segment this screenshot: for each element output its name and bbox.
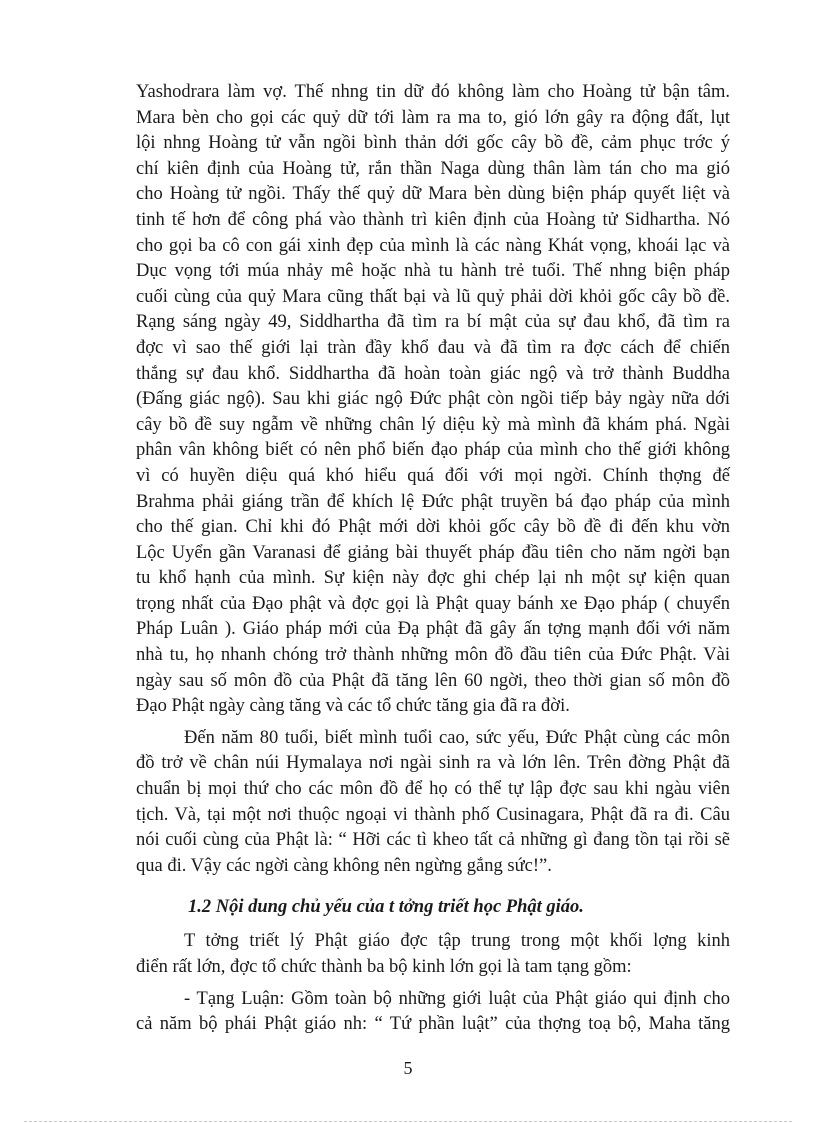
text-line: Yashodrara làm vợ. Thế nhng tin dữ đó không làm cho Hoàng tử bận tâm. — [136, 82, 730, 102]
text-line: cả năm bộ phái Phật giáo nh: “ Tứ phần luật” của thợng toạ bộ, Maha tăng — [136, 1014, 730, 1035]
paragraph-2 — [136, 726, 730, 880]
text-line: cho Hoàng tử ngồi. Thấy thế quỷ dữ Mara bèn dùng biện pháp quyết liệt và — [136, 184, 730, 205]
text-line: phân vân không biết có nên phổ biến đạo pháp của mình cho thế giới không — [136, 440, 730, 461]
page-number: 5 — [403, 1058, 413, 1078]
body-text — [136, 80, 730, 1038]
text-line: tu khổ hạnh của mình. Sự kiện này đợc ghi chép lại nh một sự kiện quan — [136, 568, 730, 589]
text-line: thắng sự đau khổ. Siddhartha đã hoàn toàn giác ngộ và trở thành Buddha — [136, 363, 730, 384]
text-line: tinh tế hơn để công phá vào thành trì kiên định của Hoàng tử Sidhartha. Nó — [136, 209, 730, 230]
text-line: đợc vì sao thế giới lại tràn đầy khổ đau và đã tìm ra đợc cách để chiến — [136, 337, 730, 358]
text-line: T tởng triết lý Phật giáo đợc tập trung trong một khối lợng kinh — [184, 931, 730, 952]
text-line: Đạo Phật ngày càng tăng và các tổ chức tăng gia đã ra đời. — [136, 696, 570, 717]
text-line: Lộc Uyển gần Varanasi để giảng bài thuyết pháp đầu tiên cho năm ngời bạn — [136, 542, 730, 563]
section-heading: 1.2 Nội dung chủ yếu của t tởng triết học Phật giáo. — [188, 897, 584, 918]
text-line: cây bồ đề suy ngẫm về những chân lý diệu kỳ mà mình đã khám phá. Ngài — [136, 414, 730, 435]
page-bottom-divider — [24, 1121, 792, 1122]
text-line: ngày sau số môn đồ của Phật đã tăng lên 60 ngời, theo thời gian số môn đồ — [136, 670, 730, 691]
text-line: nhà tu, họ nhanh chóng trở thành những môn đồ đầu tiên của Đức Phật. Vài — [136, 645, 730, 666]
text-line: Brahma phải giáng trần để khích lệ Đức phật truyền bá đạo pháp của mình — [136, 491, 730, 512]
text-line: lội nhng Hoàng tử vẫn ngồi bình thản dới gốc cây bồ đề, cảm phục trớc ý — [136, 133, 730, 154]
text-line: nói cuối cùng của Phật là: “ Hỡi các tì kheo tất cả những gì đang tồn tại rồi sẽ — [136, 830, 730, 851]
text-line: đồ trở về chân núi Hymalaya nơi ngài sinh ra và lớn lên. Trên đờng Phật đã — [136, 753, 730, 774]
text-line: Dục vọng tới múa nhảy mê hoặc nhà tu hành trẻ tuổi. Thế nhng biện pháp — [136, 261, 730, 282]
paragraph-3 — [136, 929, 730, 980]
text-line: chí kiên định của Hoàng tử, rắn thần Naga dùng thân làm tán cho ma gió — [136, 158, 730, 179]
text-line: cho thế gian. Chỉ khi đó Phật mới dời khỏi gốc cây bồ đề đi đến khu vờn — [136, 517, 730, 538]
text-line: - Tạng Luận: Gồm toàn bộ những giới luật của Phật giáo qui định cho — [184, 988, 730, 1009]
text-line: Pháp Luân ). Giáo pháp mới của Đạ phật đã gây ấn tợng mạnh đối với năm — [136, 619, 730, 640]
text-line: Mara bèn cho gọi các quỷ dữ tới làm ra ma to, gió lớn gây ra động đất, lụt — [136, 107, 730, 128]
text-line: cho gọi ba cô con gái xinh đẹp của mình là các nàng Khát vọng, khoái lạc và — [136, 235, 730, 256]
text-line: Đến năm 80 tuổi, biết mình tuổi cao, sức yếu, Đức Phật cùng các môn — [184, 727, 730, 748]
text-line: tịch. Và, tại một nơi thuộc ngoại vi thành phố Cusinagara, Phật đã ra đi. Câu — [136, 804, 730, 825]
text-line: (Đấng giác ngộ). Sau khi giác ngộ Đức phật còn ngồi tiếp bảy ngày nữa dới — [136, 389, 730, 410]
text-line: Rạng sáng ngày 49, Siddhartha đã tìm ra bí mật của sự đau khổ, đã tìm ra — [136, 312, 730, 333]
text-line: chuẩn bị mọi thứ cho các môn đồ để họ có thể tự lập đợc sau khi ngàu viên — [136, 779, 730, 800]
text-line: điển rất lớn, đợc tổ chức thành ba bộ kinh lớn gọi là tam tạng gồm: — [136, 957, 632, 977]
text-line: qua đi. Vậy các ngời càng không nên ngừng gắng sức!”. — [136, 855, 552, 876]
paragraph-4 — [136, 987, 730, 1038]
text-line: trọng nhất của Đạo phật và đợc gọi là Phật quay bánh xe Đạo pháp ( chuyển — [136, 593, 730, 614]
text-line: cuối cùng của quỷ Mara cũng thất bại và lũ quỷ phải dời khỏi gốc cây bồ đề. — [136, 286, 730, 307]
paragraph-1 — [136, 80, 730, 720]
text-line: vì có huyền diệu quá khó hiểu quá đối với mọi ngời. Chính thợng đế — [136, 465, 730, 486]
